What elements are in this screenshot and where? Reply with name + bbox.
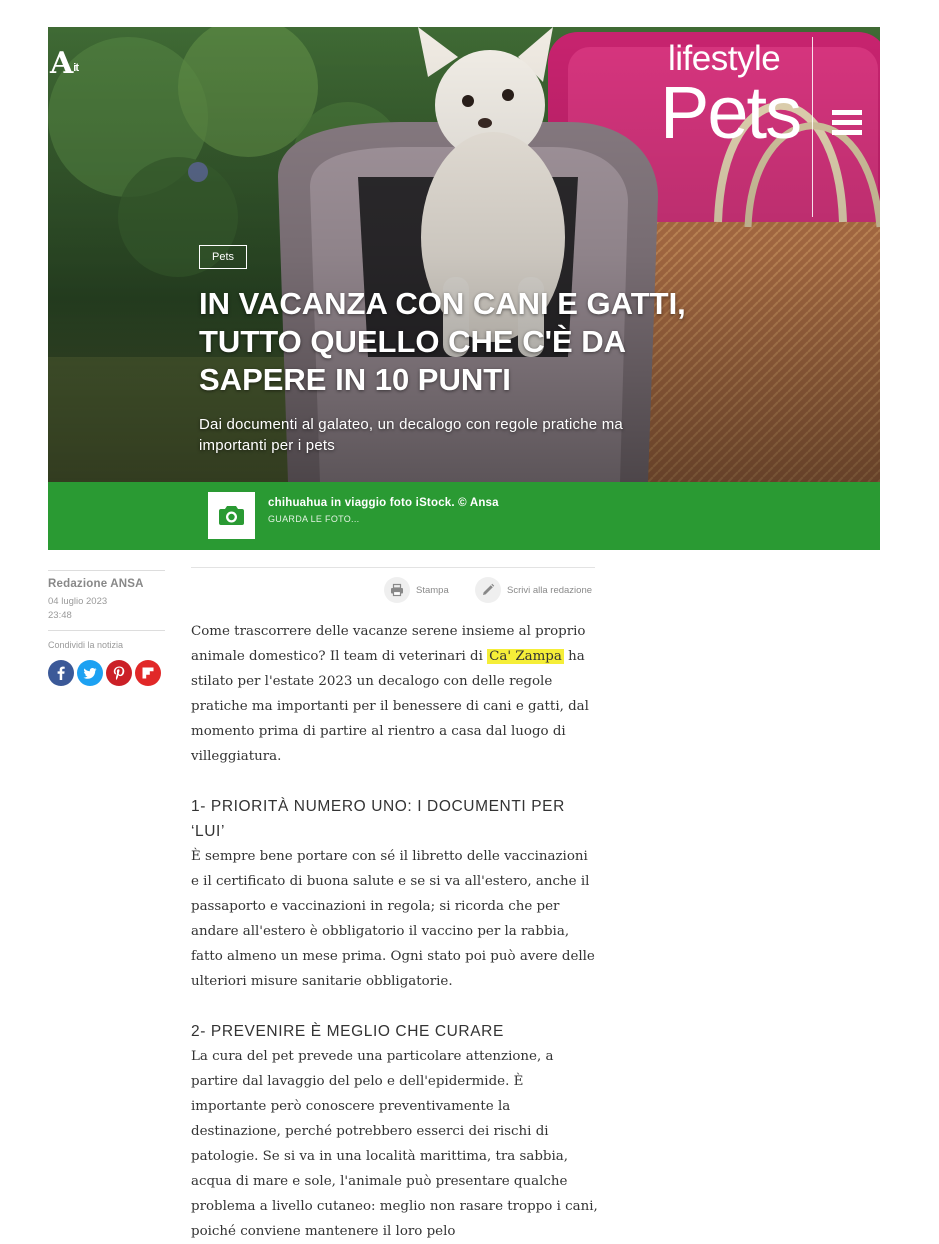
subtitle-line: Dai documenti al galateo, un decalogo con regole pratiche ma bbox=[199, 416, 623, 433]
hero-banner bbox=[48, 27, 880, 482]
print-label: Stampa bbox=[416, 585, 449, 596]
photo-caption: chihuahua in viaggio foto iStock. © Ansa bbox=[268, 497, 499, 509]
section-brand-lifestyle: lifestyle bbox=[668, 39, 781, 78]
photo-gallery-bar[interactable] bbox=[48, 482, 880, 550]
section-heading: 1- PRIORITÀ NUMERO UNO: I DOCUMENTI PER ‘LUI’ bbox=[191, 798, 565, 840]
twitter-icon bbox=[77, 660, 103, 686]
headline-line: TUTTO QUELLO CHE C'È DA bbox=[199, 324, 627, 359]
article-subtitle bbox=[199, 414, 719, 456]
headline-line: IN VACANZA CON CANI E GATTI, bbox=[199, 286, 686, 321]
section-paragraph: È sempre bene portare con sé il libretto delle vaccinazioni e il certificato di buona salute e se si va all'estero, anche il passaporto e vaccinazioni in regola; si ricorda che per andare all'estero è obbligatorio il vaccino per la rabbia, fatto almeno un mese prima. Ogni stato poi può avere delle ulteriori misure sanitarie obbligatorie. bbox=[191, 849, 595, 989]
camera-icon bbox=[219, 504, 244, 526]
publish-time: 23:48 bbox=[48, 610, 72, 621]
section-brand-pets: Pets bbox=[660, 71, 801, 154]
share-flipboard-button[interactable] bbox=[135, 660, 161, 686]
article-body bbox=[191, 619, 599, 1244]
article-headline bbox=[199, 285, 719, 399]
logo-letter: A bbox=[50, 46, 73, 81]
pencil-icon bbox=[481, 583, 495, 597]
intro-text: ha stilato per l'estate 2023 un decalogo con delle regole pratiche ma importanti per il benessere di cani e gatti, dal momento prima di partire al rientro a casa dal luogo di villeggiatura. bbox=[191, 649, 589, 764]
hamburger-menu-icon[interactable] bbox=[832, 110, 862, 138]
divider bbox=[48, 570, 165, 571]
gallery-button[interactable] bbox=[208, 492, 255, 539]
intro-text: Come trascorrere delle vacanze serene insieme al proprio animale domestico? Il team di veterinari di bbox=[191, 624, 586, 664]
share-facebook-button[interactable] bbox=[48, 660, 74, 686]
author-name[interactable]: Redazione ANSA bbox=[48, 578, 144, 590]
logo-suffix: it bbox=[73, 62, 79, 74]
category-tag[interactable]: Pets bbox=[199, 245, 247, 269]
intro-paragraph bbox=[191, 619, 599, 769]
write-label: Scrivi alla redazione bbox=[507, 585, 593, 596]
share-twitter-button[interactable] bbox=[77, 660, 103, 686]
printer-icon bbox=[390, 583, 404, 597]
facebook-icon bbox=[48, 660, 74, 686]
publish-date: 04 luglio 2023 bbox=[48, 596, 108, 607]
article-meta-sidebar bbox=[48, 570, 165, 688]
share-pinterest-button[interactable] bbox=[106, 660, 132, 686]
brand-divider bbox=[812, 37, 813, 217]
section-paragraph: La cura del pet prevede una particolare attenzione, a partire dal lavaggio del pelo e dell'epidermide. È importante però conoscere preventivamente la destinazione, perché potrebbero esserci dei rischi di patologie. Se si va in una località marittima, tra sabbia, acqua di mare e sole, l'animale può presentare qualche problema a livello cutaneo: meglio non rasare troppo i cani, poiché conviene mantenere il loro pelo bbox=[191, 1049, 598, 1239]
headline-line: SAPERE IN 10 PUNTI bbox=[199, 362, 511, 397]
flipboard-icon bbox=[135, 660, 161, 686]
view-photos-link[interactable]: GUARDA LE FOTO... bbox=[268, 514, 360, 524]
divider bbox=[191, 567, 595, 568]
subtitle-line: importanti per i pets bbox=[199, 437, 335, 454]
divider bbox=[48, 630, 165, 631]
section-heading: 2- PREVENIRE È MEGLIO CHE CURARE bbox=[191, 1023, 504, 1040]
highlighted-link-ca-zampa[interactable]: Ca' Zampa bbox=[489, 649, 562, 664]
pinterest-icon bbox=[106, 660, 132, 686]
site-logo[interactable] bbox=[50, 46, 79, 81]
share-label: Condividi la notizia bbox=[48, 640, 124, 650]
share-buttons bbox=[48, 660, 165, 688]
article-toolbar bbox=[191, 567, 595, 617]
